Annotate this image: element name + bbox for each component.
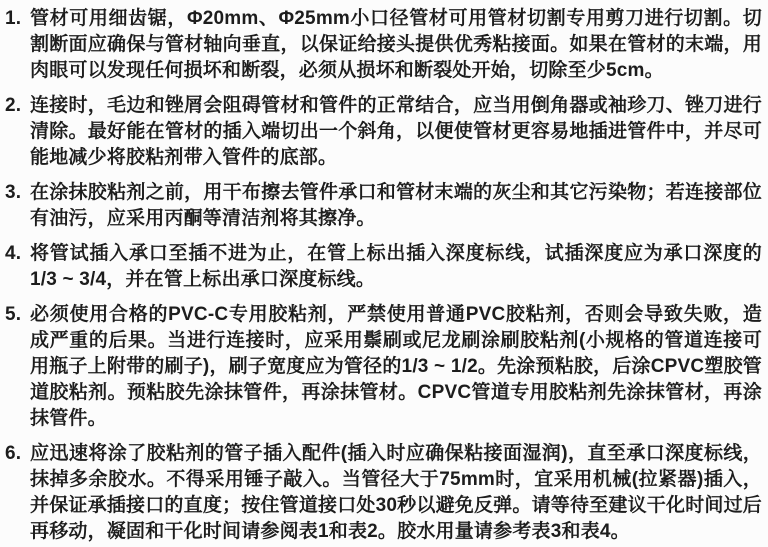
instruction-item-6 [5,441,762,545]
item-number: 4. [5,243,22,264]
instruction-item-5 [5,302,762,432]
instruction-item-1 [5,6,762,84]
item-number: 6. [5,443,22,464]
item-text: 应迅速将涂了胶粘剂的管子插入配件(插入时应确保粘接面湿润)，直至承口深度标线，抹掉多余胶水。不得采用锤子敲入。当管径大于75mm时，宜采用机械(拉紧器)插入，并保证承插接口的直度；按住管道接口处30秒以避免反弹。请等待至建议干化时间过后再移动，凝固和干化时间请参阅表1和表2。胶水用量请参考表3和表4。 [30,443,762,542]
item-text: 必须使用合格的PVC-C专用胶粘剂，严禁使用普通PVC胶粘剂，否则会导致失败，造成严重的后果。当进行连接时，应采用鬃刷或尼龙刷涂刷胶粘剂(小规格的管道连接可用瓶子上附带的刷子)，刷子宽度应为管径的1/3 ~ 1/2。先涂预粘胶，后涂CPVC塑胶管道胶粘剂。预粘胶先涂抹管件，再涂抹管材。CPVC管道专用胶粘剂先涂抹管材，再涂抹管件。 [30,304,762,429]
item-number: 1. [5,8,22,29]
item-text: 在涂抹胶粘剂之前，用干布擦去管件承口和管材末端的灰尘和其它污染物；若连接部位有油污，应采用丙酮等清洁剂将其擦净。 [30,182,762,229]
instruction-item-3 [5,180,762,232]
item-number: 3. [5,182,22,203]
instruction-item-4 [5,241,762,293]
item-text: 连接时，毛边和锉屑会阻碍管材和管件的正常结合，应当用倒角器或袖珍刀、锉刀进行清除。最好能在管材的插入端切出一个斜角，以便使管材更容易地插进管件中，并尽可能地减少将胶粘剂带入管件的底部。 [30,95,762,168]
item-text: 管材可用细齿锯，Φ20mm、Φ25mm小口径管材可用管材切割专用剪刀进行切割。切割断面应确保与管材轴向垂直，以保证给接头提供优秀粘接面。如果在管材的末端，用肉眼可以发现任何损坏和断裂，必须从损坏和断裂处开始，切除至少5cm。 [30,8,762,81]
item-number: 2. [5,95,22,116]
item-number: 5. [5,304,22,325]
item-text: 将管试插入承口至插不进为止，在管上标出插入深度标线，试插深度应为承口深度的1/3 ~ 3/4，并在管上标出承口深度标线。 [30,243,762,290]
instruction-item-2 [5,93,762,171]
